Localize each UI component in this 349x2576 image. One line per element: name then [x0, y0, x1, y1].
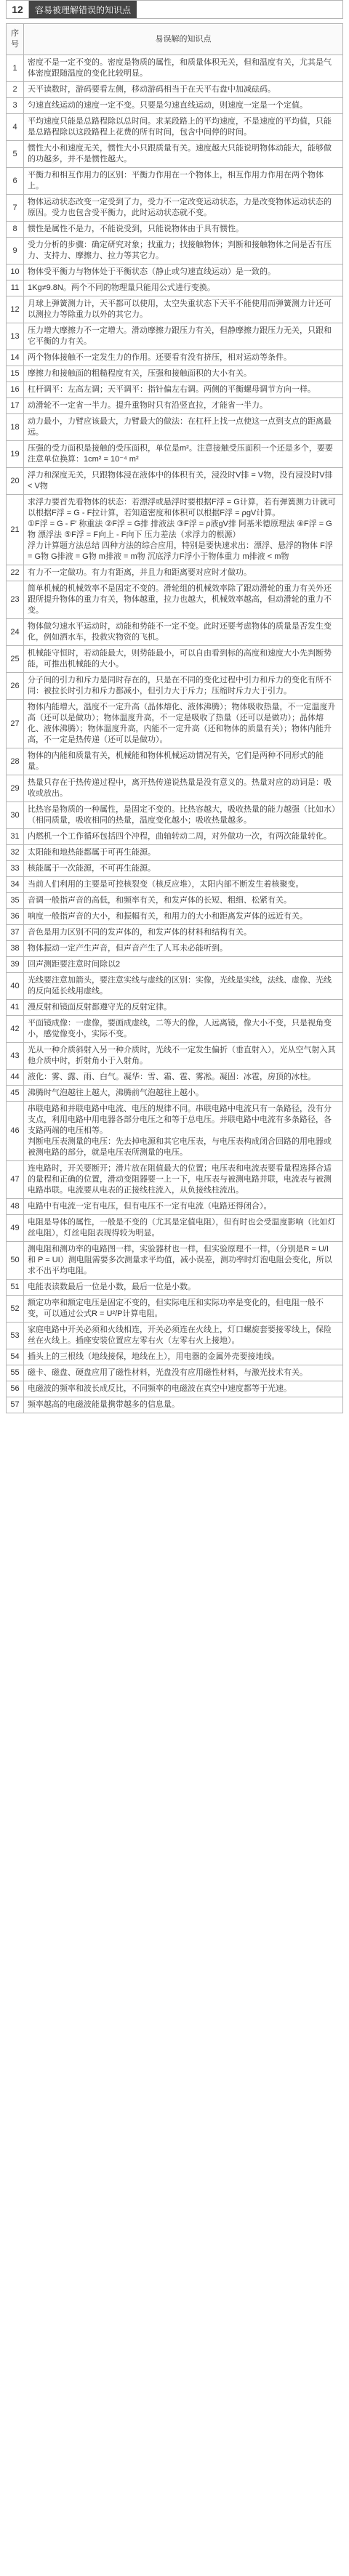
table-row	[7, 829, 343, 845]
row-text: 光线要注意加箭头，要注意实线与虚线的区别：实像，光线是实线，法线、虚像、光线的反向延长线用虚线。	[24, 973, 343, 1000]
row-number: 25	[7, 646, 24, 673]
row-number: 45	[7, 1086, 24, 1102]
row-number: 33	[7, 861, 24, 877]
row-text: 物体运动状态改变一定受到了力，受力不一定改变运动状态，力是改变物体运动状态的原因。受力也包含受平衡力，此时运动状态就不变。	[24, 195, 343, 222]
row-number: 4	[7, 114, 24, 141]
row-text: 惯性大小和速度无关，惯性大小只跟质量有关。速度越大只能说明物体动能大，能够做的功越多，并不是惯性越大。	[24, 141, 343, 168]
row-number: 7	[7, 195, 24, 222]
table-row	[7, 98, 343, 114]
table-row	[7, 468, 343, 495]
table-row	[7, 323, 343, 350]
table-row	[7, 495, 343, 565]
table-row	[7, 957, 343, 973]
table-row	[7, 280, 343, 296]
table-row	[7, 195, 343, 222]
row-text: 漫反射和镜面反射都遵守光的反射定律。	[24, 1000, 343, 1016]
row-number: 46	[7, 1102, 24, 1161]
row-number: 55	[7, 1365, 24, 1381]
table-row	[7, 802, 343, 829]
row-text: 当前人们利用的主要是可控核裂变（核反应堆），太阳内部不断发生着核聚变。	[24, 877, 343, 893]
table-row	[7, 414, 343, 441]
row-number: 42	[7, 1016, 24, 1043]
table-row	[7, 1381, 343, 1397]
row-number: 48	[7, 1199, 24, 1215]
row-text: 插头上的三根线（地线接保，地线在上），用电器的金属外壳要接地线。	[24, 1349, 343, 1365]
row-text: 物体振动一定产生声音，但声音产生了人耳未必能听到。	[24, 941, 343, 957]
row-number: 13	[7, 323, 24, 350]
row-text: 平衡力和相互作用力的区别：平衡力作用在一个物体上，相互作用力作用在两个物体上。	[24, 168, 343, 195]
row-text: 核能属于一次能源，不可再生能源。	[24, 861, 343, 877]
row-number: 56	[7, 1381, 24, 1397]
row-number: 17	[7, 398, 24, 414]
row-text: 串联电路和并联电路中电流、电压的规律不同。串联电路中电流只有一条路径，没有分支点，利用电路中用电器各部分电压之和等于总电压。并联电路中电流有多条路径，各支路两端的电压相等。 判断电压表测量的电压：先去掉电源和其它电压表，与电压表构成闭合回路的用电器或被测电路的部分，就是电压表所测量的电压。	[24, 1102, 343, 1161]
row-number: 52	[7, 1296, 24, 1323]
row-text: 杠杆调平：左高左调；天平调平：指针偏左右调。两侧的平衡螺母调节方向一样。	[24, 382, 343, 398]
table-row	[7, 673, 343, 700]
row-text: 动力最小，力臂应该最大，力臂最大的做法：在杠杆上找一点使这一点到支点的距离最远。	[24, 414, 343, 441]
row-number: 29	[7, 775, 24, 802]
row-text: 密度不是一定不变的。密度是物质的属性，和质量体积无关，但和温度有关，尤其是气体密度跟随温度的变化比较明显。	[24, 55, 343, 82]
table-header-row	[7, 24, 343, 55]
row-text: 连电路时，开关要断开；滑片放在阻值最大的位置；电压表和电流表要看量程选择合适的量程和正确的位置，滑动变阻器要一上一下，电压表与被测电路并联，电流表与被测电路串联。电流要从电表的正接线柱流入，从负接线柱流出。	[24, 1161, 343, 1199]
row-text: 液化：雾、露、雨、白气。凝华：雪、霜、雹、雾凇。凝固：冰雹，房顶的冰柱。	[24, 1070, 343, 1086]
row-number: 18	[7, 414, 24, 441]
row-text: 求浮力要首先看物体的状态：若漂浮或悬浮时要根据F浮 = G计算，若有弹簧测力计就可以根据F浮 = G - F拉计算，若知道密度和体积可以根据F浮 = ρgV计算。 ①F浮 = G - F′ 称重法 ②F浮 = G排 排液法 ③F浮 = ρ液gV排 阿基米德原理法 ④F浮 = G物 漂浮法 ⑤F浮 = F向上 - F向下 压力差法（求浮力的根源） 浮力计算题方法总结 四种方法的综合应用，特别是要快速求出：漂浮、悬浮的物体 F浮 = G物 G排液 = G物 m排液 = m物 沉底浮力F浮小于物体重力 m排液 < m物	[24, 495, 343, 565]
table-row	[7, 238, 343, 265]
row-number: 47	[7, 1161, 24, 1199]
table-row	[7, 55, 343, 82]
table-row	[7, 909, 343, 925]
table-row	[7, 1323, 343, 1349]
row-number: 27	[7, 700, 24, 748]
row-number: 21	[7, 495, 24, 565]
row-text: 音调一般指声音的高低，和频率有关，和发声体的长短、粗细、松紧有关。	[24, 893, 343, 909]
table-row	[7, 1199, 343, 1215]
row-number: 3	[7, 98, 24, 114]
row-text: 频率越高的电磁波能量携带越多的信息量。	[24, 1397, 343, 1413]
table-row	[7, 700, 343, 748]
table-row	[7, 382, 343, 398]
knowledge-table	[6, 23, 343, 1413]
row-text: 太阳能和地热能都属于可再生能源。	[24, 845, 343, 861]
row-number: 40	[7, 973, 24, 1000]
row-number: 54	[7, 1349, 24, 1365]
table-row	[7, 775, 343, 802]
row-text: 额定功率和额定电压是固定不变的，但实际电压和实际功率是变化的，但电阻一般不变，可以通过公式R = U²/P计算电阻。	[24, 1296, 343, 1323]
table-row	[7, 1397, 343, 1413]
table-row	[7, 845, 343, 861]
row-text: 简单机械的机械效率不是固定不变的。滑轮组的机械效率除了跟动滑轮的重力有关外还跟所提升物体的重力有关，物体越重，拉力也越大，机械效率越高，但动滑轮的重力不变。	[24, 581, 343, 619]
row-number: 31	[7, 829, 24, 845]
row-number: 32	[7, 845, 24, 861]
row-number: 8	[7, 222, 24, 238]
row-number: 28	[7, 748, 24, 775]
table-row	[7, 141, 343, 168]
table-row	[7, 222, 343, 238]
row-text: 有力不一定做功。有力有距离，并且力和距离要对应时才做功。	[24, 565, 343, 581]
row-text: 两个物体接触不一定发生力的作用。还要看有没有挤压，相对运动等条件。	[24, 350, 343, 366]
row-number: 35	[7, 893, 24, 909]
row-text: 热量只存在于热传递过程中，离开热传递说热量是没有意义的。热量对应的动词是：吸收或放出。	[24, 775, 343, 802]
row-number: 51	[7, 1280, 24, 1296]
row-text: 1Kg≠9.8N。两个不同的物理量只能用公式进行变换。	[24, 280, 343, 296]
table-row	[7, 441, 343, 468]
table-row	[7, 646, 343, 673]
row-text: 回声测距要注意时间除以2	[24, 957, 343, 973]
row-text: 压强的受力面积是接触的受压面积，单位是m²。注意接触受压面积一个还是多个，要要注意单位换算：1cm² = 10⁻⁴ m²	[24, 441, 343, 468]
row-number: 23	[7, 581, 24, 619]
table-row	[7, 1086, 343, 1102]
row-number: 24	[7, 619, 24, 646]
row-number: 37	[7, 925, 24, 941]
row-text: 浮力和深度无关，只跟物体浸在液体中的体积有关，浸没时V排 = V物，没有浸没时V排 < V物	[24, 468, 343, 495]
row-text: 响度一般指声音的大小，和振幅有关，和用力的大小和距离发声体的远近有关。	[24, 909, 343, 925]
row-text: 物体做匀速水平运动时，动能和势能不一定不变。此时还要考虑物体的质量是否发生变化，例如洒水车，投救灾物资的飞机。	[24, 619, 343, 646]
table-row	[7, 565, 343, 581]
row-text: 匀速直线运动的速度一定不变。只要是匀速直线运动，则速度一定是一个定值。	[24, 98, 343, 114]
row-number: 20	[7, 468, 24, 495]
row-text: 平面镜成像：一虚像，要画成虚线，二等大的像，人远离镜，像大小不变，只是视角变小，感觉像变小，实际不变。	[24, 1016, 343, 1043]
row-text: 测电阻和测功率的电路图一样，实验器材也一样，但实验原理不一样，（分别是R = U/I 和 P = UI）测电阻需要多次测量求平均值，减小误差，测功率时灯泡电阻会变化，所以求不出平均电阻。	[24, 1242, 343, 1280]
table-row	[7, 265, 343, 280]
table-row	[7, 296, 343, 323]
row-text: 电能表读数最后一位是小数，最后一位是小数。	[24, 1280, 343, 1296]
row-text: 物体受平衡力与物体处于平衡状态（静止或匀速直线运动）是一致的。	[24, 265, 343, 280]
row-number: 43	[7, 1043, 24, 1070]
row-number: 14	[7, 350, 24, 366]
table-row	[7, 1102, 343, 1161]
row-number: 57	[7, 1397, 24, 1413]
table-row	[7, 114, 343, 141]
row-text: 惯性是属性不是力，不能说受到，只能说物体由于具有惯性。	[24, 222, 343, 238]
table-row	[7, 1296, 343, 1323]
section-title-bar	[6, 0, 343, 19]
row-number: 12	[7, 296, 24, 323]
table-row	[7, 925, 343, 941]
row-number: 44	[7, 1070, 24, 1086]
table-row	[7, 82, 343, 98]
table-row	[7, 973, 343, 1000]
table-row	[7, 1161, 343, 1199]
row-number: 26	[7, 673, 24, 700]
row-text: 月球上弹簧测力计，天平都可以使用，太空失重状态下天平不能使用而弹簧测力计还可以测拉力等除重力以外的其它力。	[24, 296, 343, 323]
section-title: 容易被理解错误的知识点	[29, 1, 137, 18]
column-header-number: 序号	[7, 24, 24, 55]
table-row	[7, 168, 343, 195]
row-number: 6	[7, 168, 24, 195]
row-number: 36	[7, 909, 24, 925]
row-number: 22	[7, 565, 24, 581]
row-text: 光从一种介质斜射入另一种介质时，光线不一定发生偏折（垂直射入），光从空气射入其他介质中时，折射角小于入射角。	[24, 1043, 343, 1070]
table-row	[7, 1349, 343, 1365]
row-number: 30	[7, 802, 24, 829]
row-text: 电路中有电流一定有电压，但有电压不一定有电流（电路还得闭合）。	[24, 1199, 343, 1215]
row-text: 电磁波的频率和波长成反比，不同频率的电磁波在真空中速度都等于光速。	[24, 1381, 343, 1397]
table-row	[7, 748, 343, 775]
row-number: 38	[7, 941, 24, 957]
row-number: 39	[7, 957, 24, 973]
row-number: 1	[7, 55, 24, 82]
row-text: 动滑轮不一定省一半力。提升重物时只有沿竖直拉，才能省一半力。	[24, 398, 343, 414]
row-text: 家庭电路中开关必须和火线相连，开关必须连在火线上，灯口螺旋套要接零线上，保险丝在火线上。插座安装位置应左零右火（左零右火上接地）。	[24, 1323, 343, 1349]
row-number: 50	[7, 1242, 24, 1280]
row-text: 比热容是物质的一种属性，是固定不变的。比热容越大，吸收热量的能力越强（比如水）（相同质量，吸收相同的热量，温度变化越小；吸收热量越多。	[24, 802, 343, 829]
row-text: 分子间的引力和斥力是同时存在的，只是在不同的变化过程中引力和斥力的变化有所不同：被拉长时引力和斥力都减小，但引力大于斥力；压缩时斥力大于引力。	[24, 673, 343, 700]
table-row	[7, 1280, 343, 1296]
row-number: 11	[7, 280, 24, 296]
row-text: 机械能守恒时，若动能最大，则势能最小，可以自由看到标的高度和速度大小先判断势能，可推出机械能的大小。	[24, 646, 343, 673]
row-number: 19	[7, 441, 24, 468]
row-number: 49	[7, 1215, 24, 1242]
table-row	[7, 581, 343, 619]
row-text: 平均速度只能是总路程除以总时间。求某段路上的平均速度，不是速度的平均值，只能是总路程除以这段路程上花费的所有时间，包含中间停的时间。	[24, 114, 343, 141]
row-text: 天平读数时，游码要看左侧，移动游码相当于在天平右盘中加减砝码。	[24, 82, 343, 98]
row-text: 压力增大摩擦力不一定增大。滑动摩擦力跟压力有关，但静摩擦力跟压力无关，只跟和它平衡的力有关。	[24, 323, 343, 350]
row-text: 内燃机一个工作循环包括四个冲程，曲轴转动二周，对外做功一次，有两次能量转化。	[24, 829, 343, 845]
row-number: 15	[7, 366, 24, 382]
row-number: 5	[7, 141, 24, 168]
table-row	[7, 861, 343, 877]
row-number: 2	[7, 82, 24, 98]
row-number: 9	[7, 238, 24, 265]
row-number: 34	[7, 877, 24, 893]
row-text: 物体的内能和质量有关，机械能和物体机械运动情况有关，它们是两种不同形式的能量。	[24, 748, 343, 775]
row-number: 16	[7, 382, 24, 398]
table-row	[7, 1043, 343, 1070]
table-row	[7, 619, 343, 646]
column-header-text: 易误解的知识点	[24, 24, 343, 55]
row-text: 磁卡、磁盘、硬盘应用了磁性材料，光盘没有应用磁性材料，与激光技术有关。	[24, 1365, 343, 1381]
row-text: 物体内能增大，温度不一定升高（晶体熔化、液体沸腾）；物体吸收热量，不一定温度升高（还可以是做功）；物体温度升高，不一定是吸收了热量（还可以是做功）；晶体熔化、液体沸腾）；物体温度升高，内能不一定升高（还和物体的质量有关）；物体内能升高，不一定是热传递（还可以是做功）。	[24, 700, 343, 748]
row-text: 音色是用力区别不同的发声体的，和发声体的材料和结构有关。	[24, 925, 343, 941]
row-text: 沸腾时气泡越往上越大，沸腾前气泡越往上越小。	[24, 1086, 343, 1102]
table-row	[7, 941, 343, 957]
table-row	[7, 398, 343, 414]
row-number: 10	[7, 265, 24, 280]
table-row	[7, 1016, 343, 1043]
table-row	[7, 1215, 343, 1242]
row-number: 41	[7, 1000, 24, 1016]
row-text: 摩擦力和接触面的粗糙程度有关，压强和接触面积的大小有关。	[24, 366, 343, 382]
table-row	[7, 1070, 343, 1086]
table-row	[7, 1000, 343, 1016]
row-text: 受力分析的步骤：确定研究对象；找重力；找接触物体；判断和接触物体之间是否有压力、支持力、摩擦力、拉力等其它力。	[24, 238, 343, 265]
row-text: 电阻是导体的属性，一般是不变的（尤其是定值电阻），但有时也会受温度影响（比如灯丝电阻），灯丝电阻表现得较为明显。	[24, 1215, 343, 1242]
table-row	[7, 350, 343, 366]
section-number: 12	[6, 1, 29, 18]
table-row	[7, 1242, 343, 1280]
table-row	[7, 366, 343, 382]
table-row	[7, 1365, 343, 1381]
table-row	[7, 877, 343, 893]
table-row	[7, 893, 343, 909]
row-number: 53	[7, 1323, 24, 1349]
